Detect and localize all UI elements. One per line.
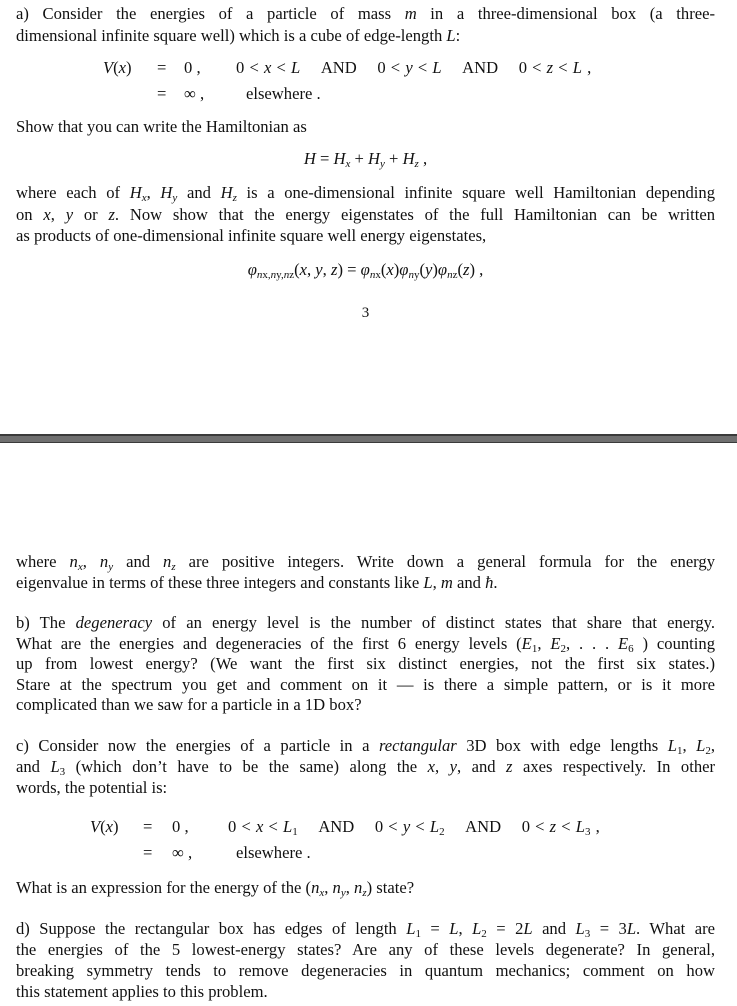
part-b-line-4: Stare at the spectrum you get and comment on it — is there a simple pattern, or is it more — [16, 675, 715, 694]
part-b-line-5: complicated than we saw for a particle in a 1D box? — [16, 695, 362, 714]
part-d-line-3: breaking symmetry tends to remove degeneracies in quantum mechanics; comment on how — [16, 961, 715, 980]
where-each-line-2: on x, y or z. Now show that the energy eigenstates of the full Hamiltonian can be written — [16, 205, 716, 224]
potential-value: 0 , — [172, 817, 189, 836]
part-a-line-1: a) Consider the energies of a particle of mass m in a three-dimensional box (a three- — [16, 4, 715, 23]
eigenstate-equation: $\varphi_{nx,ny,nz}(x$, y, $z) = \varphi_{nx}(x)\varphi_{ny}(y)\varphi_{nz}(z)$ , — [247, 260, 484, 281]
part-b-line-3: up from lowest energy? (We want the first six distinct energies, not the first six states.) — [16, 654, 715, 673]
potential-condition: $0 < x < L_1$ AND $0 < y < L_2$ AND $0 < z < L_3$ , — [228, 817, 600, 838]
page-divider — [0, 434, 737, 443]
part-b-line-2: What are the energies and degeneracies of the first 6 energy levels ($E_1$, $E_2$, . . . $E_6$ ) counting — [16, 634, 715, 655]
where-each-line-1: where each of $H_x$, $H_y$ and $H_z$ is a one-dimensional infinite square well Hamiltonian depending — [16, 183, 716, 204]
hamiltonian-equation: $H = H_x + H_y + H_z$ , — [303, 149, 428, 170]
potential-value: ∞ , — [172, 843, 193, 862]
potential-condition: elsewhere . — [246, 84, 321, 103]
part-a-line-2: dimensional infinite square well) which is a cube of edge-length L: — [16, 26, 461, 45]
part-d-line-1: d) Suppose the rectangular box has edges of length $L_1 = L$, $L_2 = 2L$ and $L_3 = 3L$. What are — [16, 919, 716, 940]
potential-value: 0 , — [184, 58, 201, 77]
part-d-line-2: the energies of the 5 lowest-energy states? Are any of these levels degenerate? In general, — [16, 940, 715, 959]
part-c-line-3: words, the potential is: — [16, 778, 168, 797]
equals-sign: = — [157, 58, 167, 77]
potential-condition: elsewhere . — [236, 843, 311, 862]
equals-sign: = — [143, 843, 153, 862]
part-c-line-2: and $L_3$ (which don’t have to be the same) along the x, y, and z axes respectively. In other — [16, 757, 716, 778]
equals-sign: = — [143, 817, 153, 836]
where-n-line-1: where $n_x$, $n_y$ and $n_z$ are positive integers. Write down a general formula for the energy — [16, 552, 715, 573]
equals-sign: = — [157, 84, 167, 103]
part-d-line-4: this statement applies to this problem. — [16, 982, 268, 1001]
potential-lhs: V(x) — [90, 817, 119, 836]
where-each-line-3: as products of one-dimensional infinite square well energy eigenstates, — [16, 226, 487, 245]
potential-value: ∞ , — [184, 84, 205, 103]
part-c-line-1: c) Consider now the energies of a particle in a rectangular 3D box with edge lengths $L_1$, $L_2$, — [16, 736, 715, 757]
potential-lhs: V(x) — [103, 58, 132, 77]
potential-condition: 0 < x < L AND 0 < y < L AND 0 < z < L , — [236, 58, 592, 77]
part-b-line-1: b) The degeneracy of an energy level is the number of distinct states that share that energy. — [16, 613, 715, 632]
what-is-text: What is an expression for the energy of the ($n_x$, $n_y$, $n_z$) state? — [16, 878, 415, 899]
page-number: 3 — [361, 305, 370, 321]
show-text: Show that you can write the Hamiltonian as — [16, 117, 307, 136]
where-n-line-2: eigenvalue in terms of these three integers and constants like L, m and ħ. — [16, 573, 498, 592]
